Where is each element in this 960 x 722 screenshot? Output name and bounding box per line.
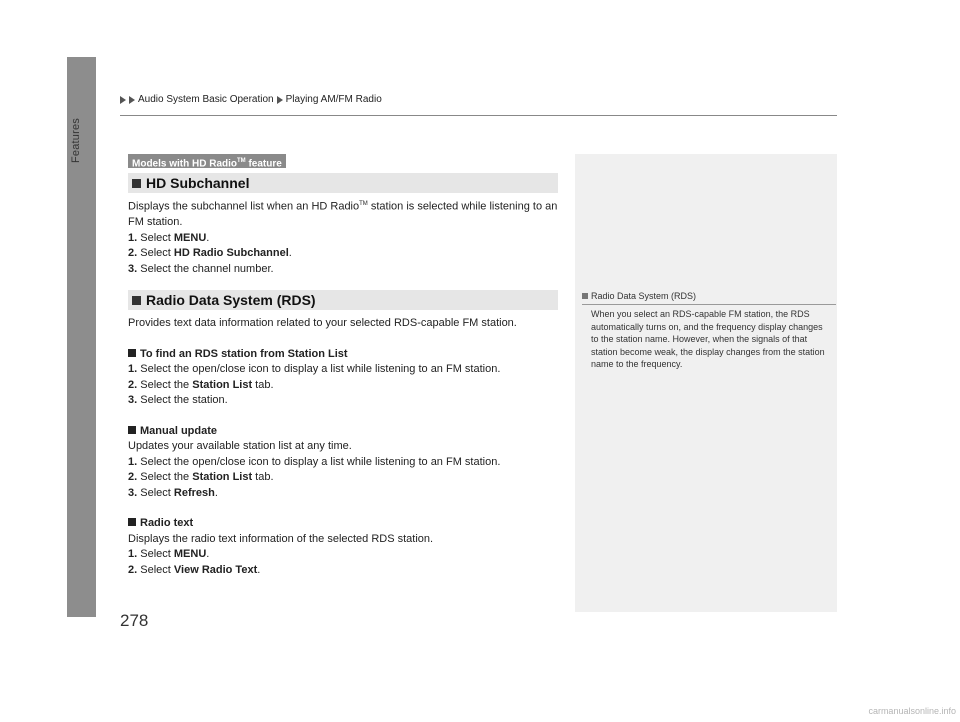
breadcrumb-part2[interactable]: Playing AM/FM Radio xyxy=(285,94,382,105)
find-subheading xyxy=(128,347,558,363)
step-number: 2. xyxy=(128,247,138,260)
breadcrumb-arrow-icon xyxy=(129,96,135,104)
badge-suffix: feature xyxy=(245,158,282,170)
step-bold: HD Radio Subchannel xyxy=(173,247,289,260)
radio-text-subheading xyxy=(128,516,558,532)
step-post: . xyxy=(206,231,210,244)
step-bold: Station List xyxy=(192,378,253,391)
step-text: Select the xyxy=(140,378,193,391)
hd-intro-b: station is selected while listening to an FM station. xyxy=(128,200,558,229)
hd-intro xyxy=(128,197,558,231)
find-title: To find an RDS station from Station List xyxy=(140,347,348,360)
hd-step xyxy=(128,231,558,247)
page-number: 278 xyxy=(120,611,149,630)
radio-text-step xyxy=(128,563,558,579)
rds-heading xyxy=(128,290,558,310)
step-text: Select the station. xyxy=(140,394,228,406)
step-bold: View Radio Text xyxy=(173,563,258,576)
step-number: 3. xyxy=(128,486,138,499)
subheading-square-icon xyxy=(128,518,136,526)
step-text: Select the open/close icon to display a list while listening to an FM station. xyxy=(140,363,501,375)
step-text: Select the channel number. xyxy=(140,262,274,275)
badge-tm: TM xyxy=(237,158,246,164)
step-number: 1. xyxy=(128,548,138,560)
step-post: . xyxy=(206,548,210,560)
step-text: Select the open/close icon to display a list while listening to an FM station. xyxy=(140,455,501,468)
step-text: Select xyxy=(140,548,174,560)
radio-text-step xyxy=(128,547,558,563)
manual-intro: Updates your available station list at any time. xyxy=(128,440,352,452)
subheading-square-icon xyxy=(128,349,136,357)
footer-watermark: carmanualsonline.info xyxy=(868,706,956,716)
step-text: Select the xyxy=(140,471,193,483)
manual-step xyxy=(128,486,558,502)
hd-step xyxy=(128,262,558,278)
manual-step xyxy=(128,470,558,486)
hd-subchannel-body xyxy=(128,197,558,277)
manual-subheading xyxy=(128,424,558,440)
note-body: When you select an RDS-capable FM station, the RDS automatically turns on, and the frequency display changes to the station name. However, when the signals of that station become weak, the display changes from the station name to the frequency. xyxy=(591,309,825,369)
step-bold: Station List xyxy=(192,471,253,483)
step-text: Select xyxy=(140,563,174,576)
hd-intro-a: Displays the subchannel list when an HD Radio xyxy=(128,200,360,213)
step-post: tab. xyxy=(252,471,274,483)
side-tab xyxy=(0,0,96,722)
side-tab-label: Features xyxy=(70,118,82,164)
step-text: Select xyxy=(140,486,174,499)
heading-square-icon xyxy=(132,179,141,188)
rds-intro: Provides text data information related to your selected RDS-capable FM station. xyxy=(128,317,517,329)
hd-subchannel-title: HD Subchannel xyxy=(146,175,250,191)
manual-title: Manual update xyxy=(140,424,218,437)
step-number: 2. xyxy=(128,471,138,483)
step-number: 2. xyxy=(128,563,138,576)
note-heading xyxy=(582,291,836,305)
breadcrumb-part1[interactable]: Audio System Basic Operation xyxy=(138,94,274,105)
note-title: Radio Data System (RDS) xyxy=(591,291,697,301)
step-bold: MENU xyxy=(173,548,207,560)
breadcrumb-arrow-icon xyxy=(120,96,126,104)
breadcrumb xyxy=(120,94,382,105)
radio-text-intro: Displays the radio text information of the selected RDS station. xyxy=(128,532,434,545)
step-bold: MENU xyxy=(173,231,207,244)
step-text: Select xyxy=(140,247,174,260)
step-bold: Refresh xyxy=(173,486,215,499)
step-number: 1. xyxy=(128,363,138,375)
hd-intro-tm: TM xyxy=(359,201,368,207)
manual-step xyxy=(128,455,558,471)
step-post: . xyxy=(257,563,261,576)
subheading-square-icon xyxy=(128,426,136,434)
breadcrumb-arrow-icon xyxy=(277,96,283,104)
hd-subchannel-heading xyxy=(128,173,558,193)
find-step xyxy=(128,393,558,409)
note-reference-icon xyxy=(582,293,588,299)
radio-text-title: Radio text xyxy=(140,517,194,529)
step-number: 1. xyxy=(128,231,138,244)
step-post: . xyxy=(288,247,292,260)
find-step xyxy=(128,362,558,378)
step-number: 1. xyxy=(128,455,138,468)
step-post: tab. xyxy=(252,378,274,391)
hd-step xyxy=(128,246,558,262)
heading-square-icon xyxy=(132,296,141,305)
rds-body xyxy=(128,316,558,578)
side-notes-panel xyxy=(575,154,837,612)
badge-text: Models with HD Radio xyxy=(132,158,237,170)
header-rule xyxy=(120,115,837,116)
step-post: . xyxy=(214,486,218,499)
step-text: Select xyxy=(140,231,174,244)
step-number: 3. xyxy=(128,394,138,406)
rds-title: Radio Data System (RDS) xyxy=(146,292,316,308)
find-step xyxy=(128,378,558,394)
step-number: 2. xyxy=(128,378,138,391)
model-badge xyxy=(128,154,286,168)
step-number: 3. xyxy=(128,262,138,275)
